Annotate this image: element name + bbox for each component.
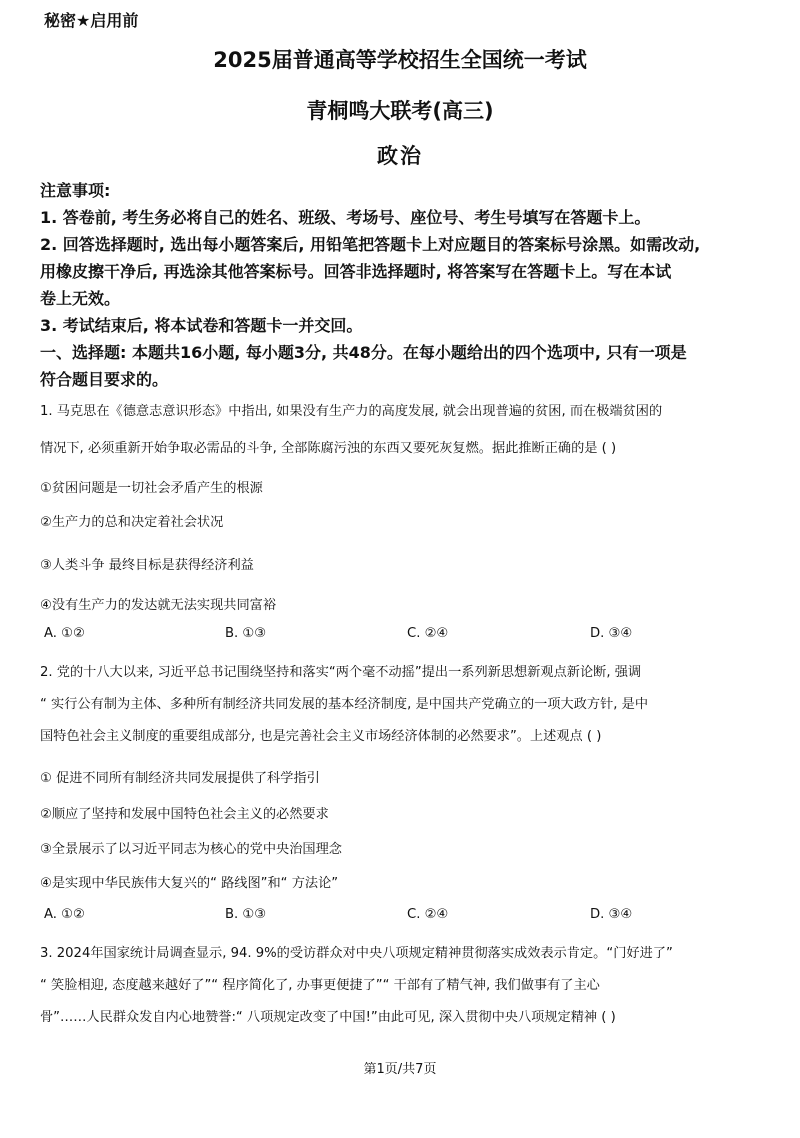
note-3: 3. 考试结束后, 将本试卷和答题卡一并交回。: [40, 316, 363, 335]
question-3-stem: [40, 940, 775, 1031]
notes-heading: 注意事项:: [40, 181, 111, 200]
question-1-choice-b: B. ①③: [225, 626, 267, 641]
question-1-line-2: 情况下, 必须重新开始争取必需品的斗争, 全部陈腐污浊的东西又要死灰复燃。据此推断正确的是 ( ): [40, 441, 617, 456]
question-1-statement-2: ②生产力的总和决定着社会状况: [40, 515, 224, 530]
question-2-line-2: “ 实行公有制为主体、多种所有制经济共同发展的基本经济制度, 是中国共产党确立的一项大政方针, 是中: [40, 697, 649, 712]
exam-title: 2025届普通高等学校招生全国统一考试: [213, 48, 587, 72]
question-2-stem: [40, 659, 775, 750]
note-2-line-2: 用橡皮擦干净后, 再选涂其他答案标号。回答非选择题时, 将答案写在答题卡上。写在本试: [40, 262, 672, 281]
question-2-choice-a: A. ①②: [44, 907, 85, 922]
question-2-line-1: 2. 党的十八大以来, 习近平总书记围绕坚持和落实“两个毫不动摇”提出一系列新思想新观点新论断, 强调: [40, 665, 642, 680]
question-1-choice-d: D. ③④: [590, 626, 633, 641]
question-1-stem: [40, 398, 775, 462]
question-2-line-3: 国特色社会主义制度的重要组成部分, 也是完善社会主义市场经济体制的必然要求”。上述观点 ( ): [40, 729, 602, 744]
question-2-statement-2: ②顺应了坚持和发展中国特色社会主义的必然要求: [40, 807, 329, 822]
secret-label: 秘密★启用前: [44, 11, 139, 30]
exam-notes: [40, 177, 770, 393]
section-1-line-2: 符合题目要求的。: [40, 370, 169, 389]
question-1-choice-c: C. ②④: [407, 626, 449, 641]
question-2-statement-1: ① 促进不同所有制经济共同发展提供了科学指引: [40, 771, 320, 786]
question-2-statement-3: ③全景展示了以习近平同志为核心的党中央治国理念: [40, 842, 342, 857]
question-3-line-2: “ 笑脸相迎, 态度越来越好了”“ 程序简化了, 办事更便捷了”“ 干部有了精气神, 我们做事有了主心: [40, 978, 600, 993]
question-2-choice-d: D. ③④: [590, 907, 633, 922]
note-2-line-3: 卷上无效。: [40, 289, 121, 308]
question-1-statement-3: ③人类斗争 最终目标是获得经济利益: [40, 558, 254, 573]
question-1-choice-a: A. ①②: [44, 626, 85, 641]
question-3-line-3: 骨”……人民群众发自内心地赞誉:“ 八项规定改变了中国!”由此可见, 深入贯彻中央八项规定精神 ( ): [40, 1010, 616, 1025]
question-1-line-1: 1. 马克思在《德意志意识形态》中指出, 如果没有生产力的高度发展, 就会出现普遍的贫困, 而在极端贫困的: [40, 404, 663, 419]
section-1-line-1: 一、选择题: 本题共16小题, 每小题3分, 共48分。在每小题给出的四个选项中, 只有一项是: [40, 343, 687, 362]
question-1-statement-1: ①贫困问题是一切社会矛盾产生的根源: [40, 481, 263, 496]
question-2-choice-c: C. ②④: [407, 907, 449, 922]
question-2-statement-4: ④是实现中华民族伟大复兴的“ 路线图”和“ 方法论”: [40, 876, 339, 891]
page-number: 第1页/共7页: [363, 1062, 437, 1077]
question-1-statement-4: ④没有生产力的发达就无法实现共同富裕: [40, 598, 277, 613]
subject-title: 政治: [377, 144, 423, 168]
note-1: 1. 答卷前, 考生务必将自己的姓名、班级、考场号、座位号、考生号填写在答题卡上。: [40, 208, 651, 227]
question-2-choice-b: B. ①③: [225, 907, 267, 922]
exam-subtitle: 青桐鸣大联考(高三): [306, 99, 494, 123]
question-3-line-1: 3. 2024年国家统计局调查显示, 94. 9%的受访群众对中央八项规定精神贯彻落实成效表示肯定。“门好进了”: [40, 946, 673, 961]
note-2-line-1: 2. 回答选择题时, 选出每小题答案后, 用铅笔把答题卡上对应题目的答案标号涂黑。如需改动,: [40, 235, 701, 254]
